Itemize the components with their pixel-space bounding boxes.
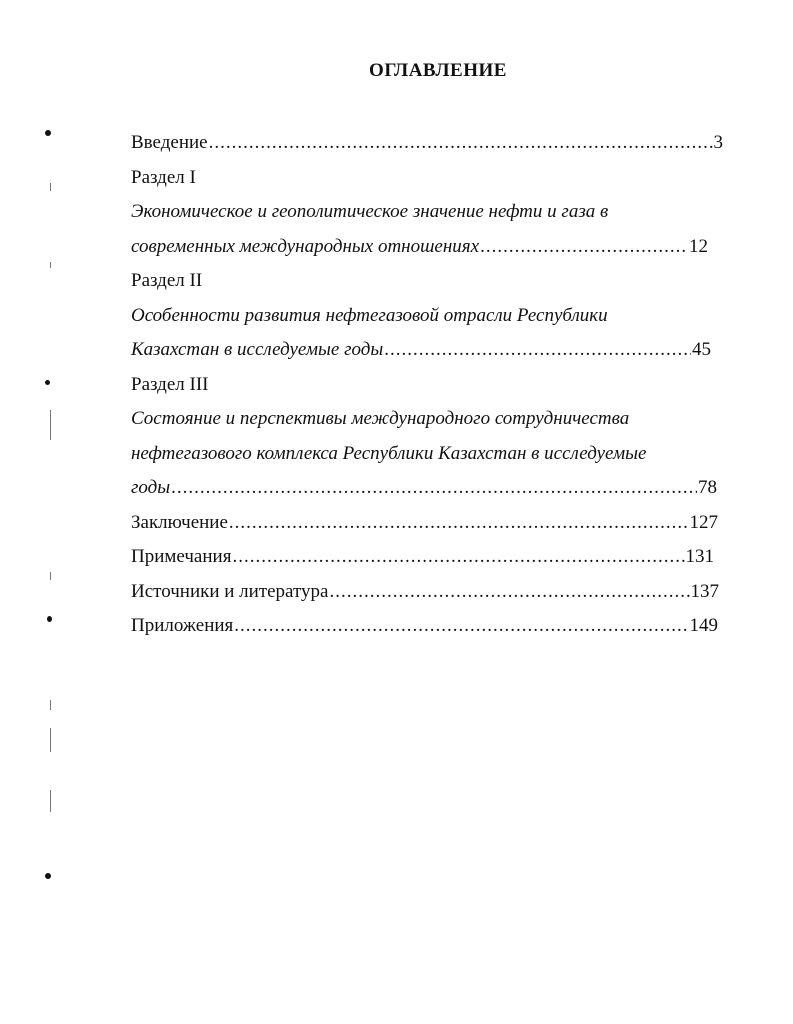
toc-page-number: 78 bbox=[698, 477, 717, 498]
scan-mark bbox=[50, 728, 51, 752]
toc-entry-sources[interactable] bbox=[131, 575, 719, 610]
dot-leader bbox=[480, 230, 688, 265]
scan-speck bbox=[45, 380, 50, 385]
toc-entry-section2[interactable] bbox=[131, 333, 711, 368]
toc-entry-section3[interactable] bbox=[131, 471, 717, 506]
toc-entry-label: Источники и литература bbox=[131, 580, 329, 602]
toc-entry-label: Примечания bbox=[131, 546, 232, 567]
scan-mark bbox=[50, 183, 51, 191]
dot-leader bbox=[171, 471, 697, 506]
dot-leader bbox=[229, 506, 689, 541]
dot-leader bbox=[330, 575, 690, 610]
scan-mark bbox=[50, 262, 51, 268]
toc-entry-intro[interactable] bbox=[131, 126, 723, 161]
toc-entry-label: Заключение bbox=[131, 511, 228, 533]
section-title-line: Экономическое и геополитическое значение нефти и газа в bbox=[131, 201, 609, 222]
toc-entry-notes[interactable] bbox=[131, 540, 714, 575]
toc-page-number: 12 bbox=[689, 235, 708, 257]
toc-entry-appendices[interactable] bbox=[131, 609, 718, 644]
dot-leader bbox=[232, 540, 684, 575]
section-title-line: нефтегазового комплекса Республики Казахстан в исследуемые bbox=[131, 442, 647, 464]
section-title-line: годы bbox=[131, 477, 171, 498]
section-title-line: Особенности развития нефтегазовой отрасли Республики bbox=[131, 304, 608, 326]
toc-entry-section1[interactable] bbox=[131, 230, 708, 265]
scan-speck bbox=[45, 873, 51, 879]
dot-leader bbox=[384, 333, 691, 368]
page-title: ОГЛАВЛЕНИЕ bbox=[369, 60, 507, 81]
section-title-line: Состояние и перспективы международного сотрудничества bbox=[131, 408, 630, 429]
toc-entry-conclusion[interactable] bbox=[131, 506, 718, 541]
scan-mark bbox=[50, 700, 51, 710]
section-title-line: Казахстан в исследуемые годы bbox=[131, 339, 384, 360]
toc-page-number: 149 bbox=[689, 615, 718, 636]
dot-leader bbox=[234, 609, 688, 644]
toc-entry-label: Введение bbox=[131, 132, 208, 153]
scan-mark bbox=[50, 410, 51, 440]
scan-speck bbox=[47, 616, 52, 622]
section-title-line: современных международных отношениях bbox=[131, 235, 480, 257]
toc-page-number: 127 bbox=[689, 511, 718, 533]
section-heading: Раздел I bbox=[131, 166, 196, 188]
section-heading: Раздел III bbox=[131, 373, 209, 395]
table-of-contents bbox=[131, 126, 723, 644]
section-heading: Раздел II bbox=[131, 270, 203, 291]
scan-speck bbox=[45, 130, 51, 136]
scan-mark bbox=[50, 790, 51, 812]
toc-entry-label: Приложения bbox=[131, 615, 234, 636]
scan-mark bbox=[50, 572, 51, 580]
toc-page-number: 137 bbox=[690, 580, 719, 602]
toc-page-number: 45 bbox=[692, 339, 711, 360]
toc-page-number: 3 bbox=[713, 132, 723, 153]
dot-leader bbox=[209, 126, 713, 161]
toc-page-number: 131 bbox=[685, 546, 714, 567]
